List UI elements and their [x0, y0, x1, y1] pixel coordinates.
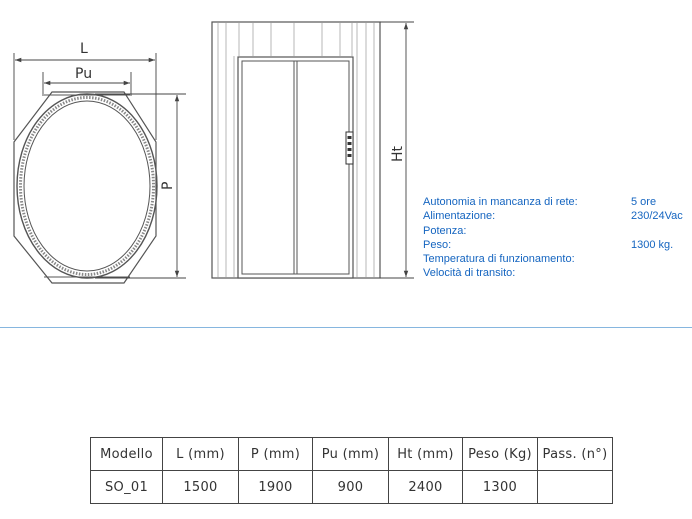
model-table: [90, 437, 613, 504]
plan-view: [14, 92, 157, 283]
table-cell: 1300: [463, 471, 538, 504]
front-elevation: [212, 22, 380, 278]
cabin-wall-inner: [24, 101, 150, 271]
door-frame-outer: [238, 57, 353, 278]
spec-label: Alimentazione:: [423, 210, 496, 223]
call-button-panel: [346, 132, 353, 164]
table-header-row: [91, 438, 613, 471]
spec-label: Velocità di transito:: [423, 267, 516, 280]
spec-row: [423, 252, 691, 266]
label-Pu: Pu: [75, 66, 93, 82]
spec-label: Peso:: [423, 238, 452, 251]
header-cell: Ht (mm): [389, 438, 463, 471]
spec-label: Autonomia in mancanza di rete:: [423, 196, 578, 208]
spec-value: 230/24Vac: [631, 210, 683, 223]
spec-row: [423, 195, 691, 209]
spec-value: 5 ore: [631, 196, 657, 208]
table-row: [91, 471, 613, 504]
header-cell: L (mm): [163, 438, 239, 471]
header-cell: Pass. (n°): [538, 438, 613, 471]
header-cell: Modello: [91, 438, 163, 471]
specs-list: [423, 195, 691, 281]
table-cell: 900: [313, 471, 389, 504]
section-divider: [0, 327, 692, 328]
header-cell: P (mm): [239, 438, 313, 471]
spec-row: [423, 224, 691, 238]
label-Ht: Ht: [390, 145, 406, 162]
table-cell: 2400: [389, 471, 463, 504]
spec-label: Temperatura di funzionamento:: [423, 253, 575, 266]
table-cell: [538, 471, 613, 504]
header-cell: Peso (Kg): [463, 438, 538, 471]
cabin-wall-hatch: [21, 98, 154, 275]
spec-row: [423, 209, 691, 223]
spec-row: [423, 266, 691, 280]
label-P: P: [160, 181, 176, 190]
spec-label: Potenza:: [423, 224, 467, 237]
cabin-wall-outer: [17, 94, 157, 278]
header-cell: Pu (mm): [313, 438, 389, 471]
label-L: L: [80, 41, 88, 57]
table-cell: 1500: [163, 471, 239, 504]
spec-value: 1300 kg.: [631, 238, 674, 251]
table-cell: 1900: [239, 471, 313, 504]
spec-row: [423, 238, 691, 252]
table-cell: SO_01: [91, 471, 163, 504]
